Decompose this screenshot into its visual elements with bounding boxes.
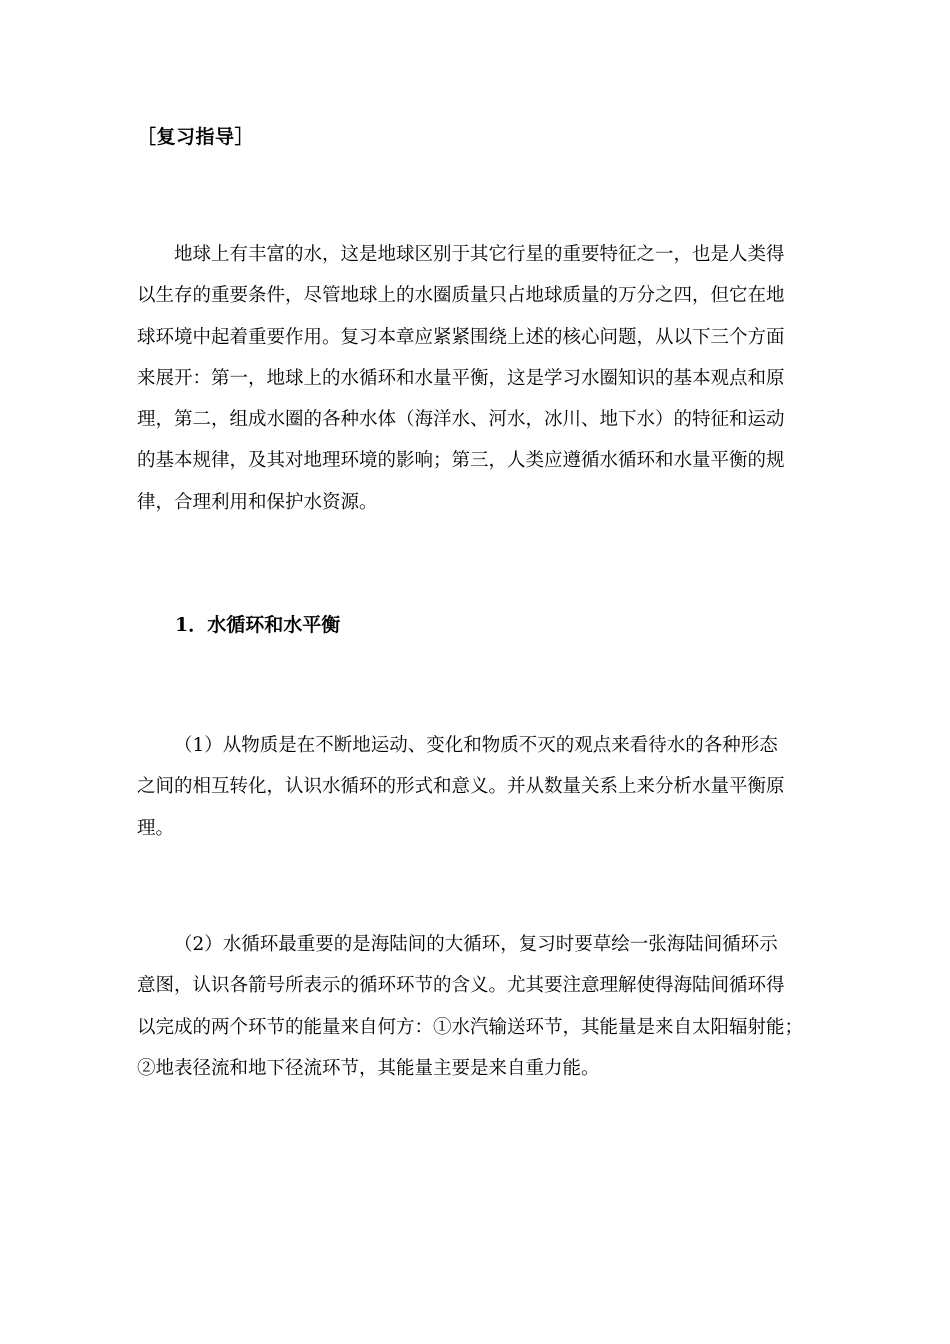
intro-line: 球环境中起着重要作用。复习本章应紧紧围绕上述的核心问题，从以下三个方面	[137, 326, 785, 348]
intro-line: 以生存的重要条件，尽管地球上的水圈质量只占地球质量的万分之四，但它在地	[137, 285, 785, 307]
intro-line: 理，第二，组成水圈的各种水体（海洋水、河水，冰川、地下水）的特征和运动	[137, 409, 785, 431]
item-2-paragraph	[137, 924, 817, 1089]
item-2-line: （2）水循环最重要的是海陆间的大循环，复习时要草绘一张海陆间循环示	[174, 934, 778, 955]
intro-line: 的基本规律，及其对地理环境的影响；第三，人类应遵循水循环和水量平衡的规	[137, 450, 785, 472]
item-1-line: 理。	[137, 817, 175, 839]
review-guide-heading: ［复习指导］	[137, 126, 255, 148]
item-1-line: 之间的相互转化，认识水循环的形式和意义。并从数量关系上来分析水量平衡原	[137, 776, 785, 798]
section-heading-water-cycle: 1．水循环和水平衡	[175, 614, 341, 636]
item-2-line: ②地表径流和地下径流环节，其能量主要是来自重力能。	[137, 1057, 600, 1079]
item-2-line: 以完成的两个环节的能量来自何方：①水汽输送环节，其能量是来自太阳辐射能；	[137, 1016, 804, 1038]
intro-paragraph	[137, 234, 817, 523]
intro-line: 来展开：第一，地球上的水循环和水量平衡，这是学习水圈知识的基本观点和原	[137, 367, 785, 389]
item-1-paragraph	[137, 725, 817, 849]
item-2-line: 意图，认识各箭号所表示的循环环节的含义。尤其要注意理解使得海陆间循环得	[137, 975, 785, 997]
intro-line: 地球上有丰富的水，这是地球区别于其它行星的重要特征之一，也是人类得	[174, 244, 785, 265]
intro-line: 律，合理利用和保护水资源。	[137, 491, 378, 513]
item-1-line: （1）从物质是在不断地运动、变化和物质不灭的观点来看待水的各种形态	[174, 735, 778, 756]
